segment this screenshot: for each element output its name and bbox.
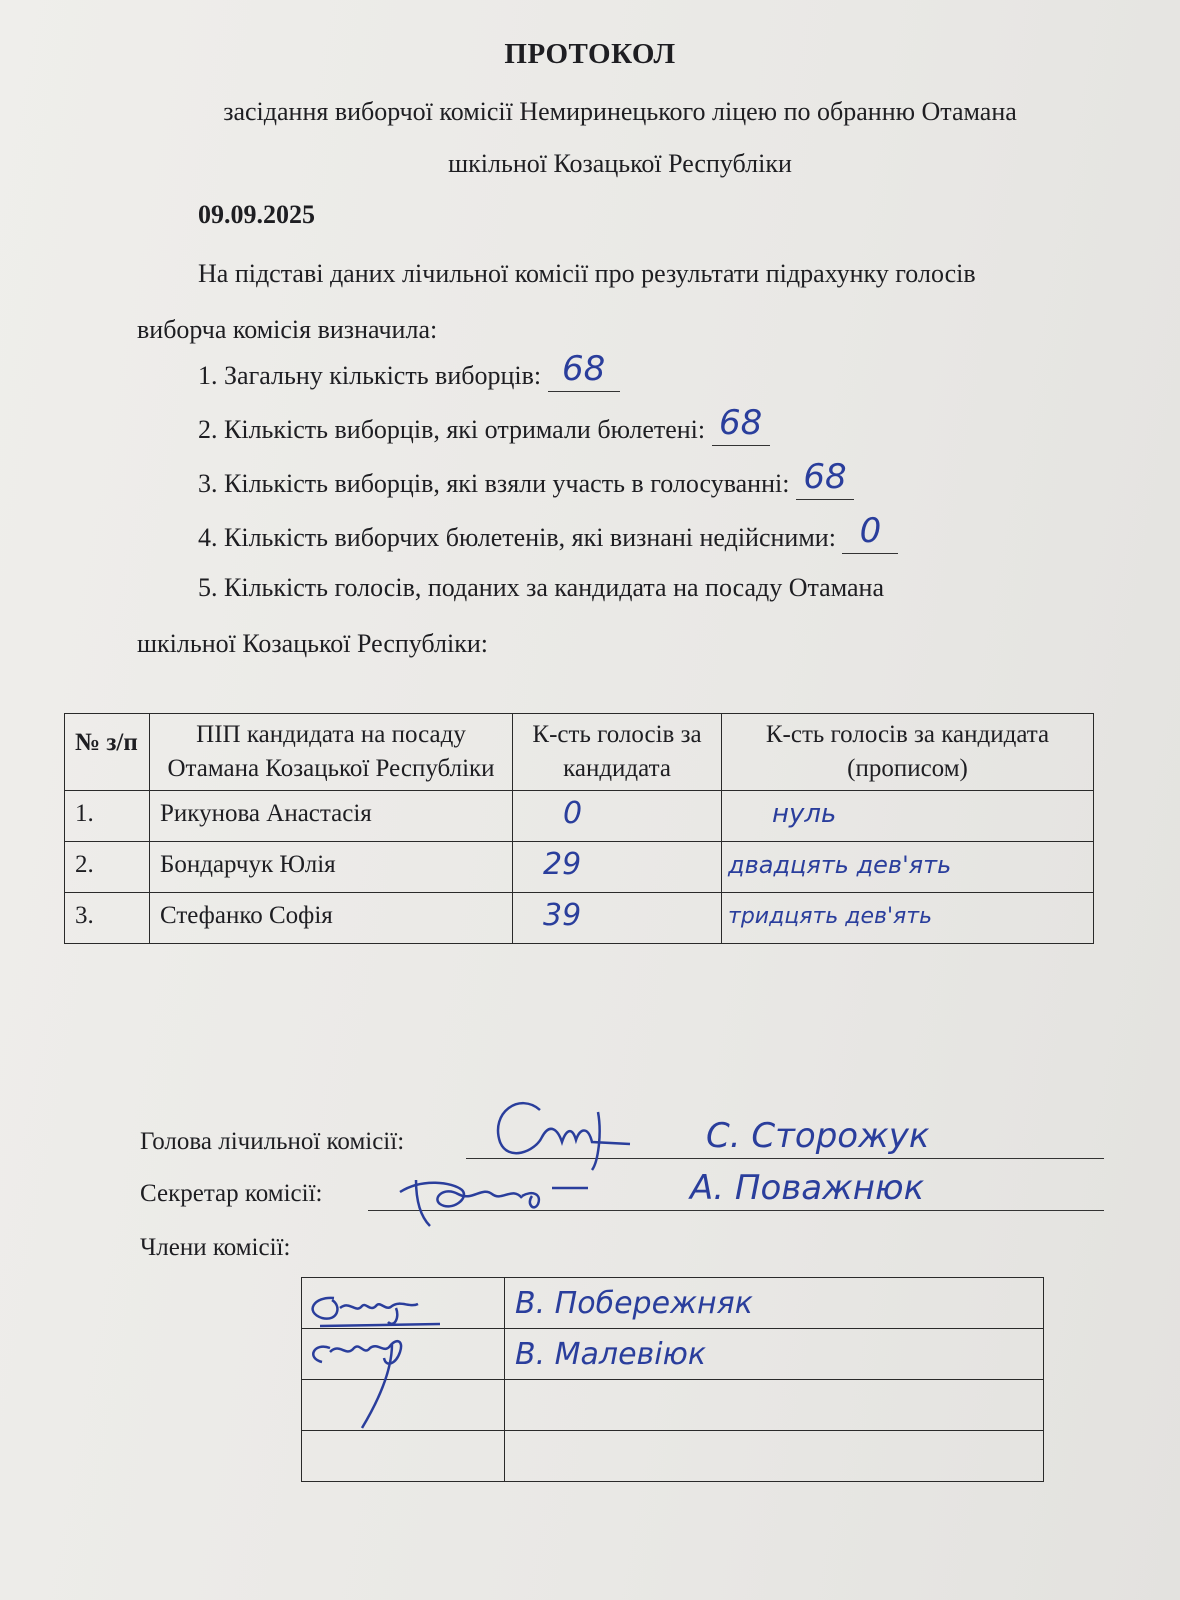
handwritten-value: 68 <box>719 403 763 443</box>
handwritten-votes: 39 <box>543 898 582 933</box>
chair-label: Голова лічильної комісії: <box>140 1128 405 1155</box>
item-ballots-received <box>198 403 770 446</box>
protocol-date: 09.09.2025 <box>198 200 315 229</box>
handwritten-votes-words: двадцять дев'ять <box>728 851 952 879</box>
table-row <box>65 791 1094 842</box>
row-candidate-name: Бондарчук Юлія <box>150 842 513 893</box>
member-name-cell <box>505 1329 1044 1380</box>
member-signature-cell <box>302 1431 505 1482</box>
handwritten-value: 68 <box>561 349 606 389</box>
row-number: 3. <box>65 893 150 944</box>
subtitle-line-2: шкільної Козацької Республіки <box>448 149 792 178</box>
item-5-paragraph <box>137 560 1117 672</box>
handwritten-value: 68 <box>803 457 847 497</box>
subtitle-line-1: засідання виборчої комісії Немиринецького ліцею по обранню Отамана <box>223 97 1017 126</box>
item-label: 2. Кількість виборців, які отримали бюлетені: <box>198 415 706 444</box>
item-value-blank <box>548 349 620 392</box>
row-number: 2. <box>65 842 150 893</box>
item-label: 1. Загальну кількість виборців: <box>198 361 542 390</box>
handwritten-value: 0 <box>859 511 882 551</box>
item-invalid-ballots <box>198 511 898 554</box>
votes-table <box>64 713 1094 944</box>
document-title: ПРОТОКОЛ <box>504 38 676 70</box>
row-votes <box>513 893 722 944</box>
handwritten-votes: 29 <box>543 847 582 882</box>
member-name: В. Малевіюк <box>515 1336 706 1372</box>
intro-paragraph <box>137 246 1117 358</box>
row-number: 1. <box>65 791 150 842</box>
row-votes <box>513 842 722 893</box>
member-name-cell <box>505 1278 1044 1329</box>
item-value-blank <box>712 403 770 446</box>
row-votes-in-words <box>722 791 1094 842</box>
table-row <box>302 1431 1044 1482</box>
row-votes-in-words <box>722 842 1094 893</box>
item-label: 4. Кількість виборчих бюлетенів, які визнані недійсними: <box>198 523 836 552</box>
table-row <box>65 893 1094 944</box>
row-votes-in-words <box>722 893 1094 944</box>
item-value-blank <box>796 457 854 500</box>
secretary-name: А. Поважнюк <box>690 1168 925 1208</box>
header-votes-in-words: К-сть голосів за кандидата (прописом) <box>722 714 1094 791</box>
votes-table-header <box>65 714 1094 791</box>
handwritten-votes-words: тридцять дев'ять <box>728 904 933 929</box>
secretary-signature-scribble <box>392 1160 612 1240</box>
row-candidate-name: Стефанко Софія <box>150 893 513 944</box>
handwritten-votes: 0 <box>563 796 583 831</box>
item-label: 3. Кількість виборців, які взяли участь в голосуванні: <box>198 469 790 498</box>
members-label: Члени комісії: <box>140 1234 291 1261</box>
item-value-blank <box>842 511 898 554</box>
member-name-cell <box>505 1431 1044 1482</box>
header-number: № з/п <box>65 714 150 791</box>
header-candidate-name: ПІП кандидата на посаду Отамана Козацької Республіки <box>150 714 513 791</box>
secretary-label: Секретар комісії: <box>140 1180 323 1207</box>
item-total-voters <box>198 349 620 392</box>
item-5-line-2: шкільної Козацької Республіки: <box>137 629 488 658</box>
member-name: В. Побережняк <box>515 1285 753 1321</box>
item-voted <box>198 457 854 500</box>
handwritten-votes-words: нуль <box>772 799 837 829</box>
members-signatures-scribble <box>300 1278 450 1438</box>
row-candidate-name: Рикунова Анастасія <box>150 791 513 842</box>
document-subtitle <box>150 86 1090 190</box>
table-row <box>65 842 1094 893</box>
intro-line-2: виборча комісія визначила: <box>137 315 438 344</box>
member-name-cell <box>505 1380 1044 1431</box>
row-votes <box>513 791 722 842</box>
chair-name: С. Сторожук <box>706 1116 930 1156</box>
item-5-line-1: 5. Кількість голосів, поданих за кандидата на посаду Отамана <box>198 573 884 602</box>
chair-signature-scribble <box>480 1082 640 1172</box>
intro-line-1: На підставі даних лічильної комісії про результати підрахунку голосів <box>198 259 976 288</box>
header-votes: К-сть голосів за кандидата <box>513 714 722 791</box>
